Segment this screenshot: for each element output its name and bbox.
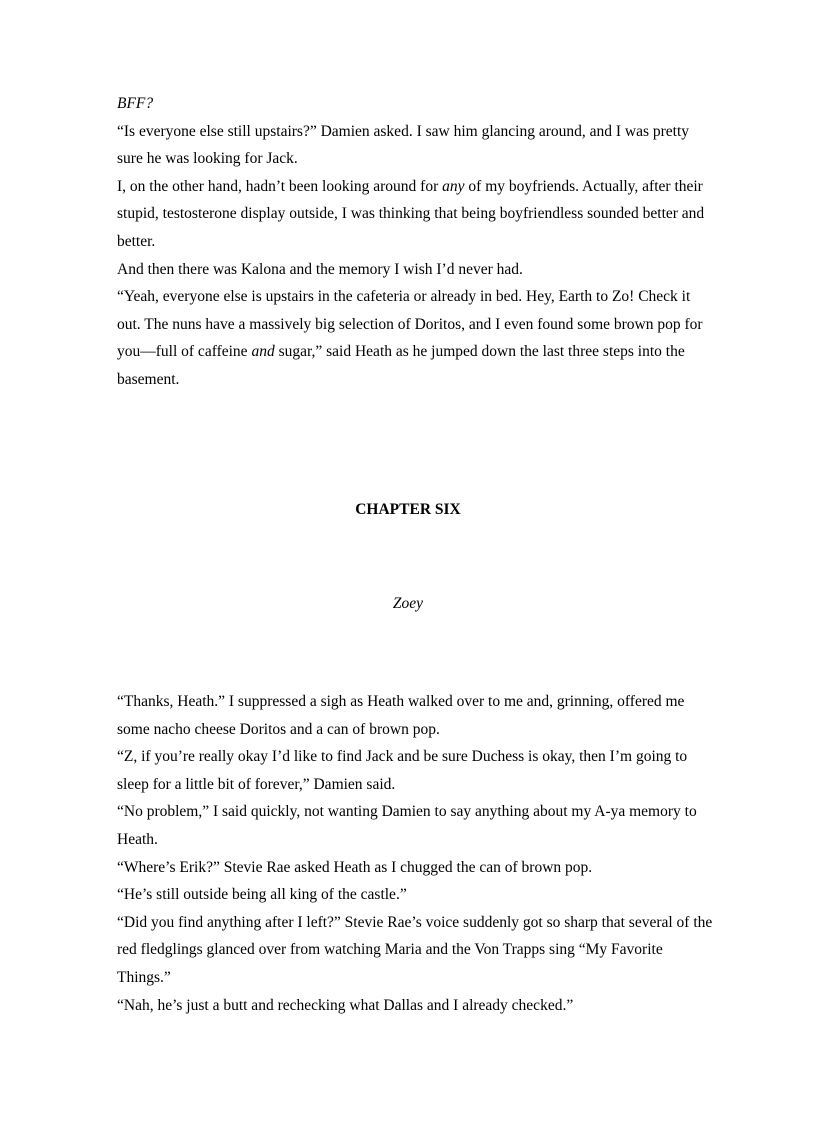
text-run: “Yeah, everyone else is upstairs in the cafeteria or already in bed. Hey, Earth to Zo! Check it out. The nuns have a massively big selection of Doritos, and I even found some brown pop for you—full of caffeine <box>117 288 703 361</box>
italic-text: and <box>251 343 275 361</box>
text-section-before-chapter <box>117 90 717 394</box>
paragraph: And then there was Kalona and the memory I wish I’d never had. <box>117 260 523 278</box>
chapter-pov-name: Zoey <box>392 595 424 612</box>
chapter-title: CHAPTER SIX <box>355 501 461 518</box>
paragraph: “No problem,” I said quickly, not wanting Damien to say anything about my A-ya memory to Heath. <box>117 803 697 848</box>
paragraph: “Z, if you’re really okay I’d like to find Jack and be sure Duchess is okay, then I’m going to sleep for a little bit of forever,” Damien said. <box>117 748 688 793</box>
paragraph <box>117 173 717 256</box>
paragraph-bff <box>117 90 717 118</box>
text-section-chapter-body <box>117 688 717 1019</box>
italic-text: any <box>442 177 465 195</box>
paragraph <box>117 283 717 393</box>
text-run: of my boyfriends. Actually, after their stupid, testosterone display outside, I was thinking that being boyfriendless sounded better and better. <box>117 177 705 250</box>
paragraph: “Is everyone else still upstairs?” Damien asked. I saw him glancing around, and I was pretty sure he was looking for Jack. <box>117 122 690 168</box>
paragraph: “Thanks, Heath.” I suppressed a sigh as Heath walked over to me and, grinning, offered me some nacho cheese Doritos and a can of brown pop. <box>117 693 685 738</box>
text-run: I, on the other hand, hadn’t been looking around for <box>117 177 443 195</box>
paragraph: “Where’s Erik?” Stevie Rae asked Heath as I chugged the can of brown pop. <box>117 858 593 876</box>
paragraph: “Nah, he’s just a butt and rechecking what Dallas and I already checked.” <box>117 996 574 1014</box>
paragraph: “He’s still outside being all king of the castle.” <box>117 886 407 904</box>
paragraph: “Did you find anything after I left?” Stevie Rae’s voice suddenly got so sharp that several of the red fledglings glanced over from watching Maria and the Von Trapps sing “My Favorite Things.” <box>117 913 713 986</box>
italic-text: BFF? <box>117 95 154 112</box>
text-run: sugar,” said Heath as he jumped down the last three steps into the basement. <box>117 343 685 388</box>
